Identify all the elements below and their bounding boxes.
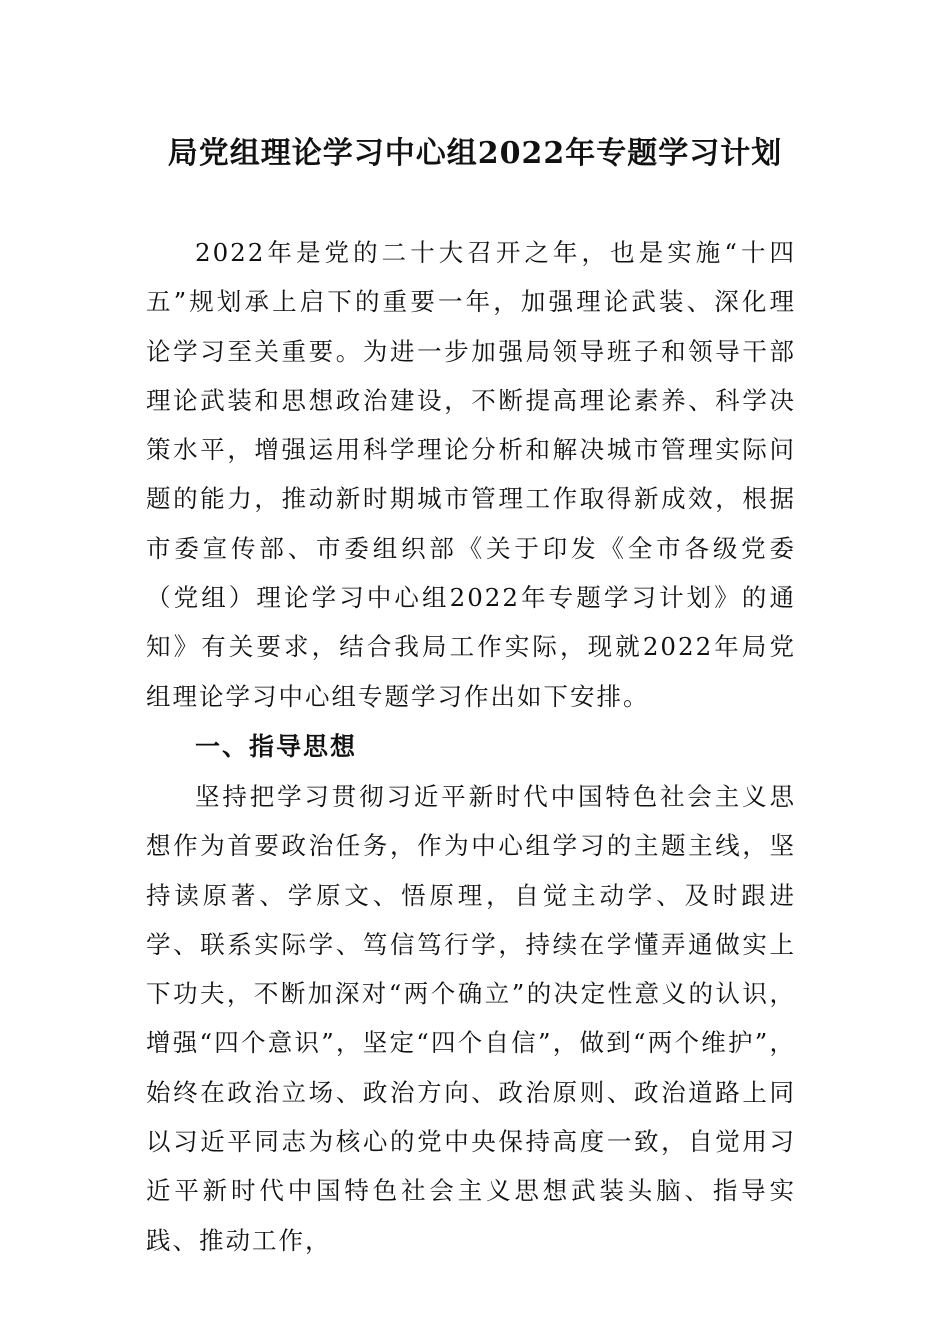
document-title: 局党组理论学习中心组2022年专题学习计划 (167, 136, 783, 171)
section-heading-guiding-ideology: 一、指导思想 (195, 732, 358, 761)
intro-paragraph: 2022年是党的二十大召开之年，也是实施“十四五”规划承上启下的重要一年，加强理论武装、深化理论学习至关重要。为进一步加强局领导班子和领导干部理论武装和思想政治建设，不断提高理论素养、科学决策水平，增强运用科学理论分析和解决城市管理实际问题的能力，推动新时期城市管理工作取得新成效，根据市委宣传部、市委组织部《关于印发《全市各级党委（党组）理论学习中心组2022年专题学习计划》的通知》有关要求，结合我局工作实际，现就2022年局党组理论学习中心组专题学习作出如下安排。 (146, 238, 796, 711)
guiding-ideology-paragraph: 坚持把学习贯彻习近平新时代中国特色社会主义思想作为首要政治任务，作为中心组学习的主题主线，坚持读原著、学原文、悟原理，自觉主动学、及时跟进学、联系实际学、笃信笃行学，持续在学懂弄通做实上下功夫，不断加深对“两个确立”的决定性意义的认识，增强“四个意识”，坚定“四个自信”，做到“两个维护”，始终在政治立场、政治方向、政治原则、政治道路上同以习近平同志为核心的党中央保持高度一致，自觉用习近平新时代中国特色社会主义思想武装头脑、指导实践、推动工作， (146, 782, 796, 1255)
